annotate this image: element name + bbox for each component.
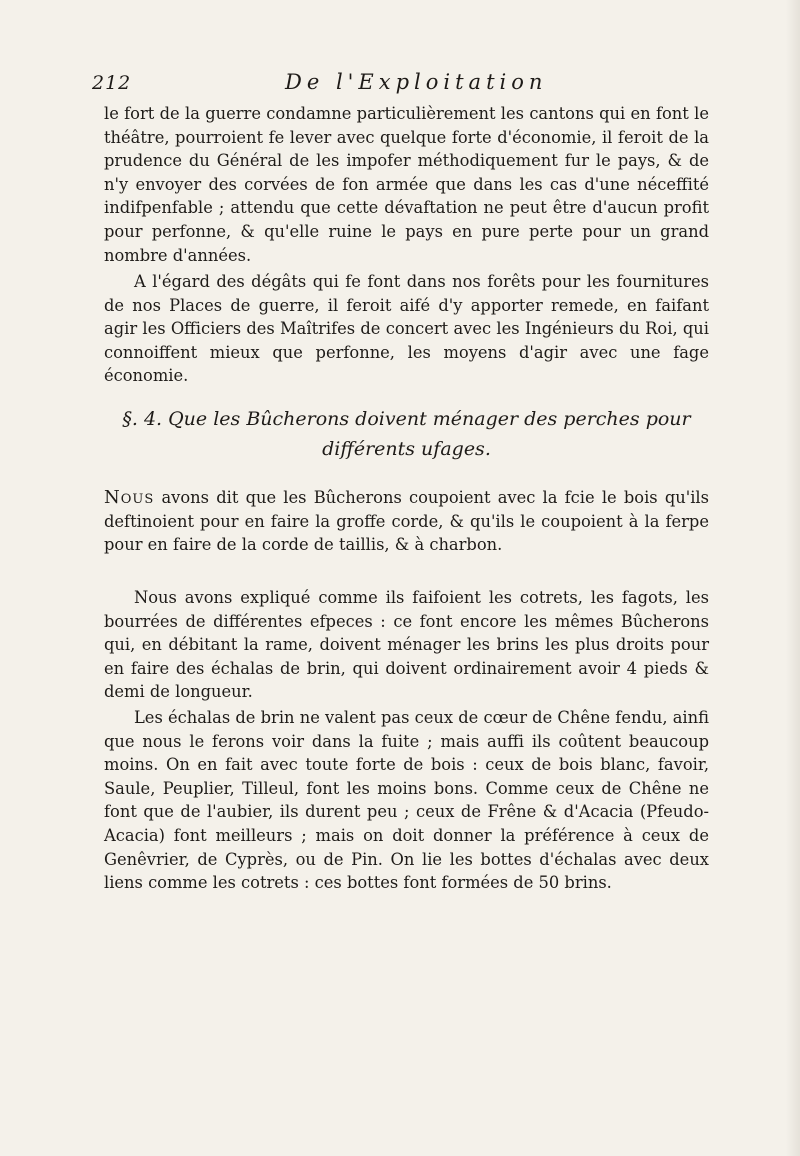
- paragraph-body: [104, 486, 709, 557]
- drop-lead-word: Nous: [104, 487, 155, 508]
- paragraph-echalas: [104, 706, 709, 895]
- section-heading: §. 4. Que les Bûcherons doivent ménager des perches pour différents ufages.: [122, 408, 691, 460]
- running-title: De l'Exploitation: [285, 70, 548, 94]
- paragraph-text: A l'égard des dégâts qui fe font dans nos forêts pour les fournitures de nos Places de guerre, il feroit aifé d'y apporter remede, en faifant agir les Officiers des Maîtrifes de concert avec les Ingénieurs du Roi, qui connoiffent mieux que perfonne, les moyens d'agir avec une fage économie.: [104, 272, 709, 386]
- paragraph-text: Nous avons expliqué comme ils faifoient les cotrets, les fagots, les bourrées de différentes efpeces : ce font encore les mêmes Bûcherons qui, en débitant la rame, doivent ménager les brins les plus droits pour en faire des échalas de brin, qui doivent ordinairement avoir 4 pieds & demi de longueur.: [104, 588, 709, 702]
- paragraph-cotrets: [104, 586, 709, 704]
- paragraph-text: Les échalas de brin ne valent pas ceux de cœur de Chêne fendu, ainfi que nous le ferons voir dans la fuite ; mais auffi ils coûtent beaucoup moins. On en fait avec toute forte de bois : ceux de bois blanc, favoir, Saule, Peuplier, Tilleul, font les moins bons. Comme ceux de Chêne ne font que de l'aubier, ils durent peu ; ceux de Frêne & d'Acacia (Pfeudo-Acacia) font meilleurs ; mais on doit donner la préférence à ceux de Genêvrier, de Cyprès, ou de Pin. On lie les bottes d'échalas avec deux liens comme les cotrets : ces bottes font formées de 50 brins.: [104, 708, 709, 893]
- page-header: [92, 70, 732, 102]
- paragraph-continuation: [104, 102, 709, 267]
- page-number: 212: [92, 72, 132, 94]
- paragraph-text: avons dit que les Bûcherons coupoient avec la fcie le bois qu'ils deftinoient pour en faire la groffe corde, & qu'ils le coupoient à la ferpe pour en faire de la corde de taillis, & à charbon.: [104, 488, 709, 555]
- paragraph-bucherons: [104, 486, 709, 557]
- page-edge-shadow: [786, 0, 800, 1156]
- paragraph-text: le fort de la guerre condamne particulièrement les cantons qui en font le théâtre, pourroient fe lever avec quelque forte d'économie, il feroit de la prudence du Général de les impofer méthodiquement fur le pays, & de n'y envoyer des corvées de fon armée que dans les cas d'une néceffité indifpenfable ; attendu que cette dévaftation ne peut être d'aucun profit pour perfonne, & qu'elle ruine le pays en pure perte pour un grand nombre d'années.: [104, 104, 709, 265]
- paragraph-fortifications: [104, 270, 709, 388]
